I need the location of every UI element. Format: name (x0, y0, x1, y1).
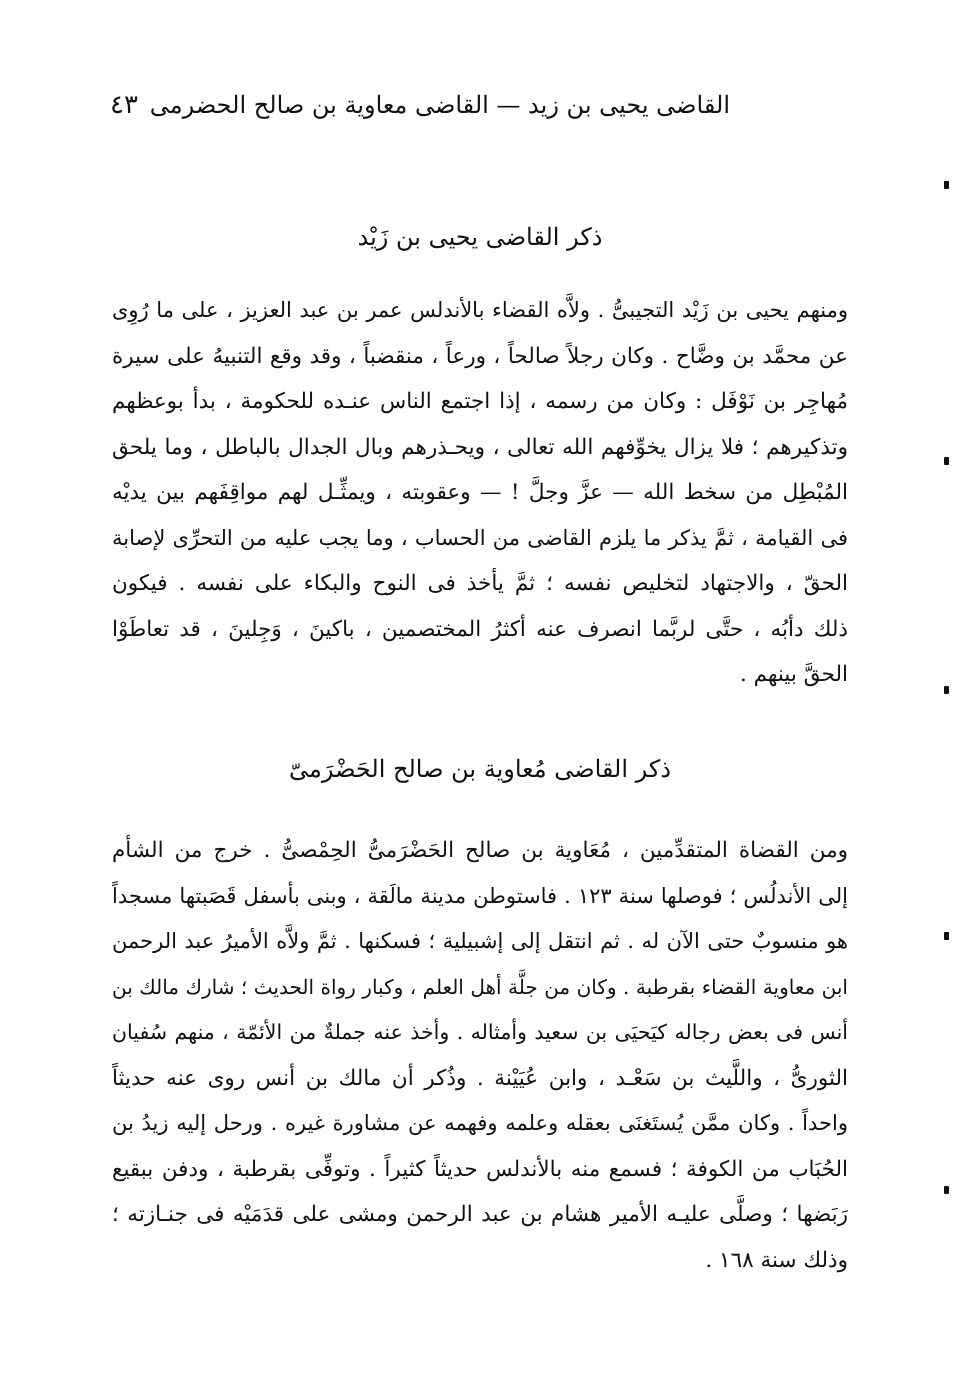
text-line: وذلك سنة ١٦٨ . (705, 1247, 848, 1273)
margin-mark (944, 686, 949, 694)
margin-mark (944, 1186, 949, 1194)
text-line: رَبَضها ؛ وصلَّى عليـه الأمير هشام بن عبد الرحمن ومشى على قدَمَيْه فى جنـازته ؛ (112, 1202, 848, 1227)
text-line: مُهاجِر بن نَوْفَل : وكان من رسمه ، إذا اجتمع الناس عنـده للحكومة ، بدأ بوعظهم (112, 389, 848, 414)
paragraph-yahya (112, 288, 848, 698)
text-line: أنس فى بعض رجاله كيَحيَى بن سعيد وأمثاله . وأخذ عنه جملةٌ من الأئمّة ، منهم سُفيان (112, 1020, 848, 1044)
text-line: إلى الأندلُس ؛ فوصلها سنة ١٢٣ . فاستوطن مدينة مالَقة ، وبنى بأسفل قَصَبتها مسجداً (112, 883, 848, 908)
page-number: ٤٣ (110, 90, 138, 120)
text-line: وتذكيرهم ؛ فلا يزال يخوِّفهم الله تعالى ، ويحـذرهم وبال الجدال بالباطل ، وما يلحق (112, 434, 848, 460)
text-line: الحقَّ بينهم . (739, 662, 848, 687)
text-line: واحداً . وكان ممَّن يُستَغنَى بعقله وعلمه وفهمه عن مشاورة غيره . ورحل إليه زيدُ بن (112, 1111, 848, 1135)
margin-mark (944, 457, 949, 465)
text-line: عن محمَّد بن وضَّاح . وكان رجلاً صالحاً ، ورعاً ، منقضباً ، وقد وقع التنبيهُ على سيرة (112, 343, 848, 369)
running-title: القاضى يحيى بن زيد — القاضى معاوية بن صالح الحضرمى (149, 91, 730, 119)
text-line: هو منسوبٌ حتى الآن له . ثم انتقل إلى إشبيلية ؛ فسكنها . ثمَّ ولاَّه الأميرُ عبد الرحمن (112, 929, 848, 953)
text-line: الثورىُّ ، واللَّيث بن سَعْـد ، وابن عُيَيْنة . وذُكر أن مالك بن أنس روى عنه حديثاً (112, 1065, 848, 1091)
running-header (110, 88, 850, 122)
text-line: الحُبَاب من الكوفة ؛ فسمع منه بالأندلس حديثاً كثيراً . وتوفِّى بقرطبة ، ودفن ببقيع (112, 1156, 848, 1182)
text-line: المُبْطِل من سخط الله — عزَّ وجلَّ ! — وعقوبته ، ويمثِّـل لهم مواقِفَهم بين يديْه (112, 480, 848, 505)
text-line: ذلك دأبُه ، حتَّى لربَّما انصرف عنه أكثرُ المختصمين ، باكينَ ، وَجِلينَ ، قد تعاطَوْا (112, 616, 848, 642)
text-line: ومن القضاة المتقدِّمين ، مُعَاوية بن صالح الحَضْرَمىُّ الحِمْصىُّ . خرج من الشأم (112, 838, 848, 863)
paragraph-muawiya (112, 828, 848, 1283)
text-line: ومنهم يحيى بن زَيْد التجيبىُّ . ولاَّه القضاء بالأندلس عمر بن عبد العزيز ، على ما رُوِى (112, 298, 848, 322)
section-heading-muawiya: ذكر القاضى مُعاوية بن صالح الحَضْرَمىّ (288, 755, 672, 783)
text-line: الحقّ ، والاجتهاد لتخليص نفسه ؛ ثمَّ يأخذ فى النوح والبكاء على نفسه . فيكون (112, 571, 848, 596)
section-heading-yahya: ذكر القاضى يحيى بن زَيْد (357, 223, 603, 251)
margin-mark (944, 932, 949, 940)
margin-mark (944, 181, 949, 189)
text-line: فى القيامة ، ثمَّ يذكر ما يلزم القاضى من الحساب ، وما يجب عليه من التحرِّى لإصابة (112, 525, 848, 550)
text-line: ابن معاوية القضاء بقرطبة . وكان من جلَّة أهل العلم ، وكبار رواة الحديث ؛ شارك مالك بن (112, 974, 848, 999)
